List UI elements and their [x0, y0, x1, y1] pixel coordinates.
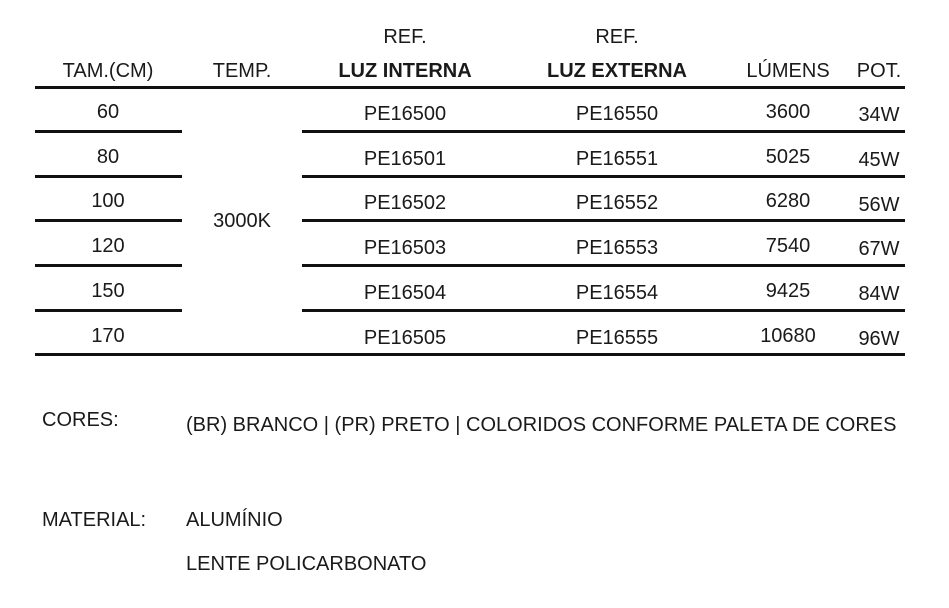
header-ref-external-label: REF.	[595, 26, 639, 48]
row-divider	[302, 309, 905, 312]
table-top-rule	[35, 86, 905, 89]
material-label: MATERIAL:	[42, 509, 147, 531]
cell-power: 96W	[858, 328, 900, 350]
header-power: POT.	[856, 60, 902, 82]
cell-power: 45W	[858, 149, 900, 171]
cell-ref-internal: PE16500	[363, 103, 447, 125]
cell-lumens: 6280	[765, 190, 811, 212]
cell-power: 34W	[858, 104, 900, 126]
header-lumens: LÚMENS	[746, 60, 830, 82]
cell-ref-external: PE16555	[575, 327, 659, 349]
cell-ref-internal: PE16504	[363, 282, 447, 304]
colors-value: (BR) BRANCO | (PR) PRETO | COLORIDOS CONFORME PALETA DE CORES	[186, 414, 897, 436]
cell-ref-external: PE16554	[575, 282, 659, 304]
cell-ref-internal: PE16502	[363, 192, 447, 214]
cell-size: 100	[91, 190, 125, 212]
row-divider	[35, 130, 182, 133]
row-divider	[35, 309, 182, 312]
row-divider	[302, 130, 905, 133]
cell-ref-external: PE16550	[575, 103, 659, 125]
row-divider	[35, 264, 182, 267]
colors-label: CORES:	[42, 409, 119, 431]
cell-ref-internal: PE16503	[363, 237, 447, 259]
material-value-aluminio: ALUMÍNIO	[186, 509, 283, 531]
row-divider	[35, 175, 182, 178]
cell-size: 120	[91, 235, 125, 257]
material-value-lente: LENTE POLICARBONATO	[186, 553, 427, 575]
cell-size: 170	[91, 325, 125, 347]
cell-power: 56W	[858, 194, 900, 216]
cell-size: 60	[96, 101, 120, 123]
cell-lumens: 5025	[765, 146, 811, 168]
cell-size: 150	[91, 280, 125, 302]
header-luz-interna: LUZ INTERNA	[338, 60, 472, 82]
cell-ref-external: PE16553	[575, 237, 659, 259]
row-divider	[302, 264, 905, 267]
cell-lumens: 10680	[760, 325, 816, 347]
header-luz-externa: LUZ EXTERNA	[547, 60, 687, 82]
header-temp: TEMP.	[212, 60, 272, 82]
cell-ref-external: PE16551	[575, 148, 659, 170]
cell-ref-internal: PE16505	[363, 327, 447, 349]
cell-ref-internal: PE16501	[363, 148, 447, 170]
cell-power: 84W	[858, 283, 900, 305]
cell-power: 67W	[858, 238, 900, 260]
header-size: TAM.(CM)	[62, 60, 154, 82]
cell-ref-external: PE16552	[575, 192, 659, 214]
cell-lumens: 7540	[765, 235, 811, 257]
row-divider	[35, 219, 182, 222]
header-ref-internal-label: REF.	[383, 26, 427, 48]
cell-lumens: 3600	[765, 101, 811, 123]
row-divider	[302, 175, 905, 178]
row-divider	[302, 219, 905, 222]
cell-lumens: 9425	[765, 280, 811, 302]
cell-size: 80	[96, 146, 120, 168]
table-bottom-rule	[35, 353, 905, 356]
temperature-value: 3000K	[213, 210, 271, 232]
